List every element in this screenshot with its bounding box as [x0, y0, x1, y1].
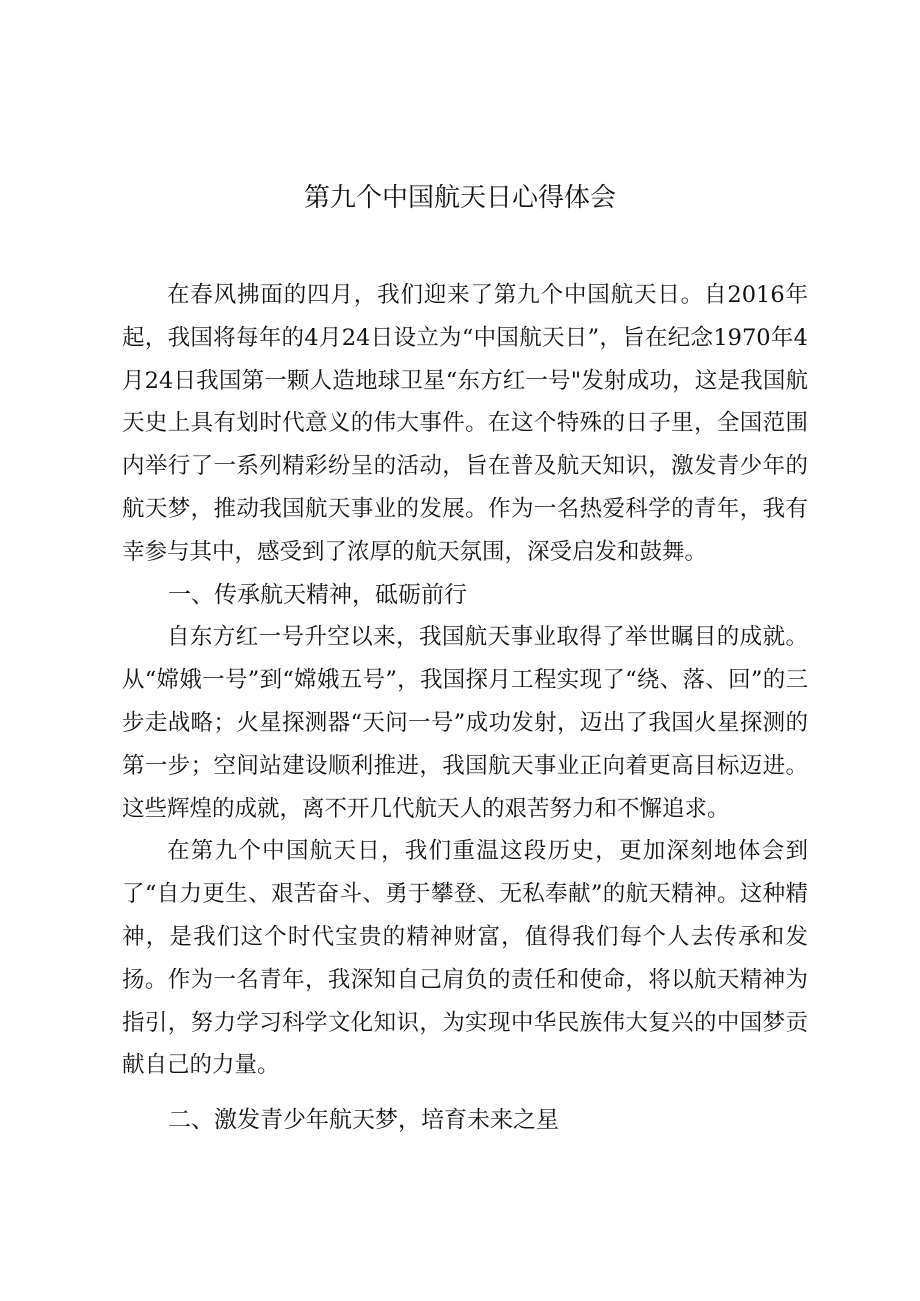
section-heading-1: 一、传承航天精神，砥砺前行 — [168, 581, 467, 608]
paragraph-achievements: 自东方红一号升空以来，我国航天事业取得了举世瞩目的成就。从“嫦娥一号”到“嫦娥五号”，我国探月工程实现了“绕、落、回”的三步走战略；火星探测器“天问一号”成功发射，迈出了我国火星探测的第一步；空间站建设顺利推进，我国航天事业正向着更高目标迈进。这些辉煌的成就，离不开几代航天人的艰苦努力和不懈追求。 — [122, 624, 808, 822]
paragraph-spirit: 在第九个中国航天日，我们重温这段历史，更加深刻地体会到了“自力更生、艰苦奋斗、勇于攀登、无私奉献”的航天精神。这种精神，是我们这个时代宝贵的精神财富，值得我们每个人去传承和发扬。作为一名青年，我深知自己肩负的责任和使命，将以航天精神为指引，努力学习科学文化知识，为实现中华民族伟大复兴的中国梦贡献自己的力量。 — [122, 838, 808, 1079]
paragraph-intro: 在春风拂面的四月，我们迎来了第九个中国航天日。自2016年起，我国将每年的4月24日设立为“中国航天日”，旨在纪念1970年4月24日我国第一颗人造地球卫星“东方红一号"发射成功，这是我国航天史上具有划时代意义的伟大事件。在这个特殊的日子里，全国范围内举行了一系列精彩纷呈的活动，旨在普及航天知识，激发青少年的航天梦，推动我国航天事业的发展。作为一名热爱科学的青年，我有幸参与其中，感受到了浓厚的航天氛围，深受启发和鼓舞。 — [122, 282, 808, 565]
document-body — [122, 274, 808, 1142]
section-heading-2: 二、激发青少年航天梦，培育未来之星 — [168, 1107, 559, 1134]
document-title: 第九个中国航天日心得体会 — [303, 183, 616, 213]
